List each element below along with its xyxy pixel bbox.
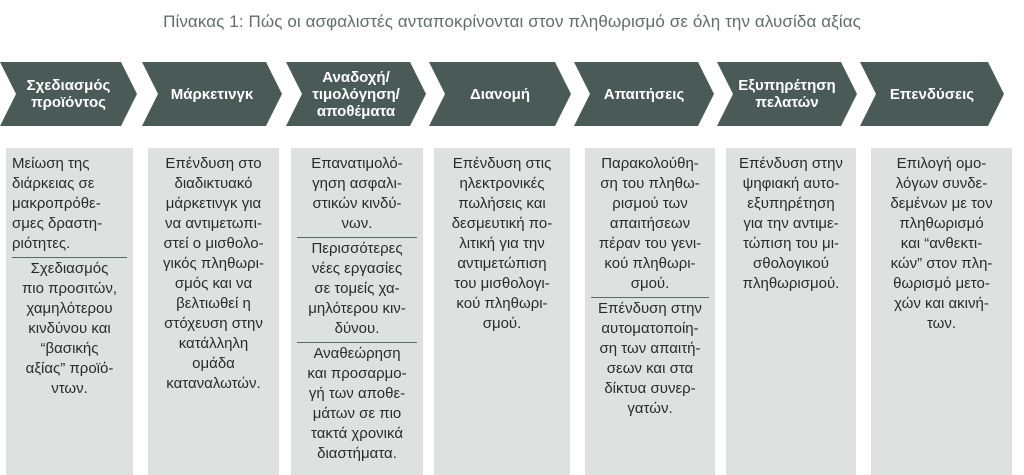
stage-label-marketing: Μάρκετινγκ <box>170 85 254 103</box>
column-underwriting <box>291 148 423 475</box>
column-marketing <box>148 148 279 475</box>
action-cell: Αναθεώρηση και προσαρμο- γή των αποθε- μάτων σε πιο τακτά χρονικά διαστήματα. <box>297 342 417 464</box>
action-cell: Επένδυση στο διαδικτυακό μάρκετινγκ για να αντιμετωπι- στεί ο μισθολο- γικός πληθωρι- σμός και να βελτιωθεί η στόχευση στην κατάλληλη ομάδα καταναλωτών. <box>163 155 264 392</box>
action-cell: Περισσότερες νέες εργασίες σε τομείς χα- μηλότερου κιν- δύνου. <box>297 237 417 339</box>
action-cell: Σχεδιασμός πιο προσιτών, χαμηλότερου κινδύνου και “βασικής αξίας” προϊό- ντων. <box>12 257 127 399</box>
stage-label-investments: Επενδύσεις <box>889 85 975 103</box>
column-investments <box>871 148 1012 475</box>
action-cell: Επένδυση στην αυτοματοποίη- ση των απαιτή- σεων και στα δίκτυα συνερ- γατών. <box>591 297 709 419</box>
stage-label-distribution: Διανομή <box>469 85 530 103</box>
stage-label-underwriting: Αναδοχή/ τιμολόγηση/ αποθέματα <box>312 68 400 120</box>
action-cell: Μείωση της διάρκειας σε μακροπρόθε- σμες δραστη- ριότητες. <box>12 155 103 252</box>
action-cell: Επένδυση στην ψηφιακή αυτο- εξυπηρέτηση για την αντιμε- τώπιση του μι- σθολογικού πληθωρισμού. <box>739 155 843 292</box>
column-customer-service <box>726 148 856 475</box>
column-distribution <box>434 148 570 475</box>
stage-label-claims: Απαιτήσεις <box>603 85 685 103</box>
action-cell: Επιλογή ομο- λόγων συνδε- δεμένων με τον πληθωρισμό και “ανθεκτι- κών” στον πλη- θωρισμό μετο- χών και ακινή- των. <box>890 155 993 332</box>
action-cell: Επένδυση στις ηλεκτρονικές πωλήσεις και δεσμευτική πο- λιτική για την αντιμετώπιση του μισθολογι- κού πληθωρι- σμού. <box>451 155 553 332</box>
value-chain-header <box>0 62 1024 126</box>
stage-label-product-design: Σχεδιασμός προϊόντος <box>26 77 111 111</box>
stage-label-customer-service: Εξυπηρέτηση πελατών <box>738 77 836 111</box>
actions-table <box>0 148 1024 475</box>
column-product-design <box>6 148 133 475</box>
column-claims <box>585 148 715 475</box>
action-cell: Επανατιμολό- γηση ασφαλι- στικών κινδύ- νων. <box>311 155 403 232</box>
page-title: Πίνακας 1: Πώς οι ασφαλιστές ανταποκρίνονται στον πληθωρισμό σε όλη την αλυσίδα αξίας <box>163 12 861 31</box>
action-cell: Παρακολούθη- ση του πληθω- ρισμού των απαιτήσεων πέραν του γενι- κού πληθωρι- σμού. <box>598 155 702 292</box>
